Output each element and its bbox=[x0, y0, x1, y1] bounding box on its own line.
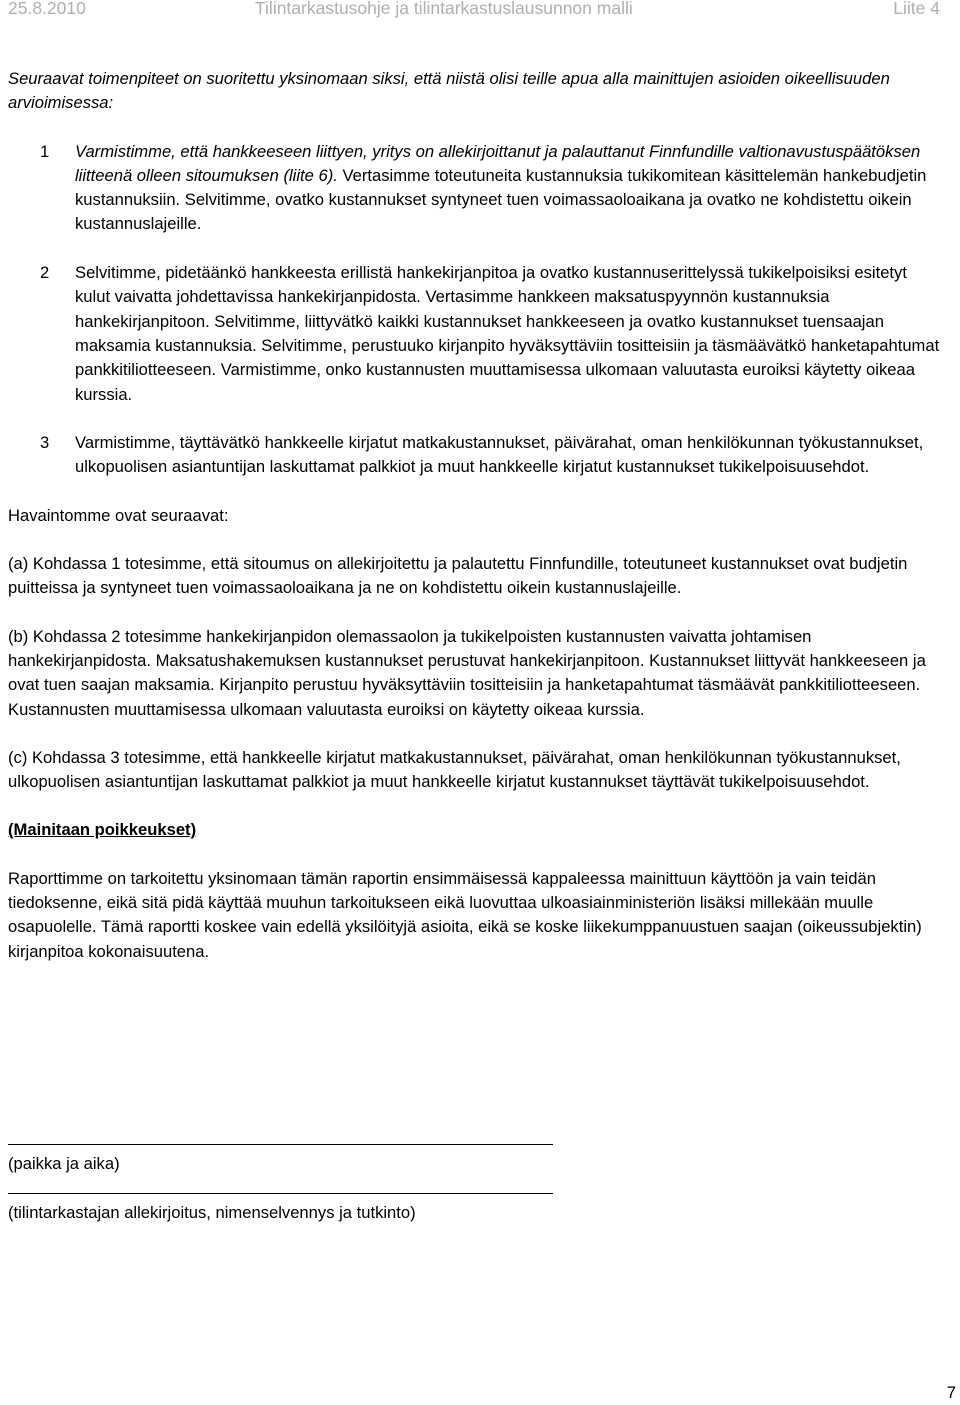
header-title: Tilintarkastusohje ja tilintarkastuslausunnon malli bbox=[255, 0, 633, 18]
signature-line bbox=[8, 1144, 553, 1145]
procedure-text: Selvitimme, pidetäänkö hankkeesta erillistä hankekirjanpitoa ja ovatko kustannuserittelyssä tukikelpoisiksi esitetyt kulut vaivatta johdettavissa hankekirjanpidosta. Vertasimme hankkeen maksatuspyynnön kustannuksia hankekirjanpitoon. Selvitimme, liittyvätkö kaikki kustannukset hankkeeseen ja ovatko kustannukset tuensaajan maksamia kustannuksia. Selvitimme, perustuuko kirjanpito hyväksyttäviin tositteisiin ja täsmäävätkö hanketapahtumat pankkitiliotteeseen. Varmistimme, onko kustannusten muuttamisessa ulkomaan valuutasta euroiksi käytetty oikeaa kurssia. bbox=[75, 263, 940, 404]
finding-c: (c) Kohdassa 3 totesimme, että hankkeelle kirjatut matkakustannukset, päivärahat, oman henkilökunnan työkustannukset, ulkopuolisen asiantuntijan laskuttamat palkkiot ja muut hankkeelle kirjatut kustannukset täyttävät tukikelpoisuusehdot. bbox=[8, 747, 901, 792]
document-body bbox=[8, 67, 943, 964]
procedure-number: 3 bbox=[40, 433, 50, 453]
finding-a: (a) Kohdassa 1 totesimme, että sitoumus on allekirjoitettu ja palautettu Finnfundille, toteutuneet kustannukset ovat budjetin puitteissa ja syntyneet tuen voimassaoloaikana ja ne on kohdistettu oikein kustannuslajeille. bbox=[8, 554, 908, 598]
intro-paragraph: Seuraavat toimenpiteet on suoritettu yksinomaan siksi, että niistä olisi teille apua alla mainittujen asioiden oikeellisuuden arvioimisessa: bbox=[8, 69, 890, 113]
page-header bbox=[0, 0, 960, 26]
procedure-italic-text: Varmistimme, että hankkeeseen liittyen, yritys on allekirjoittanut ja palauttanut Finnfundille valtionavustuspäätöksen liitteenä olleen sitoumuksen (liite 6). bbox=[75, 141, 921, 185]
finding-b: (b) Kohdassa 2 totesimme hankekirjanpidon olemassaolon ja tukikelpoisten kustannusten vaivatta johtamisen hankekirjanpidosta. Maksatushakemuksen kustannukset perustuvat hankekirjanpitoon. Kustannukset liittyvät hankkeeseen ja ovat tuen saajan maksamia. Kirjanpito perustuu hyväksyttäviin tositteisiin ja hanketapahtumat täsmäävät pankkitiliotteeseen. Kustannusten muuttamisessa ulkomaan valuutasta euroiksi on käytetty oikeaa kurssia. bbox=[8, 626, 926, 719]
procedure-text: Varmistimme, täyttävätkö hankkeelle kirjatut matkakustannukset, päivärahat, oman henkilökunnan työkustannukset, ulkopuolisen asiantuntijan laskuttamat palkkiot ja muut hankkeelle kirjatut kustannukset tukikelpoisuusehdot. bbox=[75, 433, 924, 477]
exceptions-heading: (Mainitaan poikkeukset) bbox=[8, 820, 197, 840]
findings-heading: Havaintomme ovat seuraavat: bbox=[8, 505, 229, 525]
header-annex: Liite 4 bbox=[893, 0, 940, 18]
signature-line bbox=[8, 1193, 553, 1194]
procedure-text: Vertasimme toteutuneita kustannuksia tukikomitean käsittelemän hankebudjetin kustannuksiin. Selvitimme, ovatko kustannukset syntyneet tuen voimassaoloaikana ja ovatko ne kohdistettu oikein kustannuslajeille. bbox=[75, 165, 927, 234]
signature-auditor bbox=[8, 1193, 558, 1224]
signature-place-date bbox=[8, 1144, 558, 1175]
page-number: 7 bbox=[946, 1383, 956, 1402]
procedure-item-2 bbox=[8, 261, 943, 407]
procedure-number: 2 bbox=[40, 263, 50, 283]
procedure-item-3 bbox=[8, 431, 943, 480]
procedure-list bbox=[8, 140, 943, 480]
procedure-item-1 bbox=[8, 140, 943, 237]
place-date-label: (paikka ja aika) bbox=[8, 1154, 120, 1173]
closing-paragraph: Raporttimme on tarkoitettu yksinomaan tämän raportin ensimmäisessä kappaleessa mainittuun käyttöön ja vain teidän tiedoksenne, eikä sitä pidä käyttää muuhun tarkoitukseen eikä luovuttaa ulkoasiainministeriön lisäksi millekään muulle osapuolelle. Tämä raportti koskee vain edellä yksilöityjä asioita, eikä se koske liikekumppanuustuen saajan (oikeussubjektin) kirjanpitoa kokonaisuutena. bbox=[8, 868, 922, 961]
procedure-number: 1 bbox=[40, 141, 50, 161]
header-date: 25.8.2010 bbox=[8, 0, 86, 18]
auditor-signature-label: (tilintarkastajan allekirjoitus, nimenselvennys ja tutkinto) bbox=[8, 1203, 416, 1222]
